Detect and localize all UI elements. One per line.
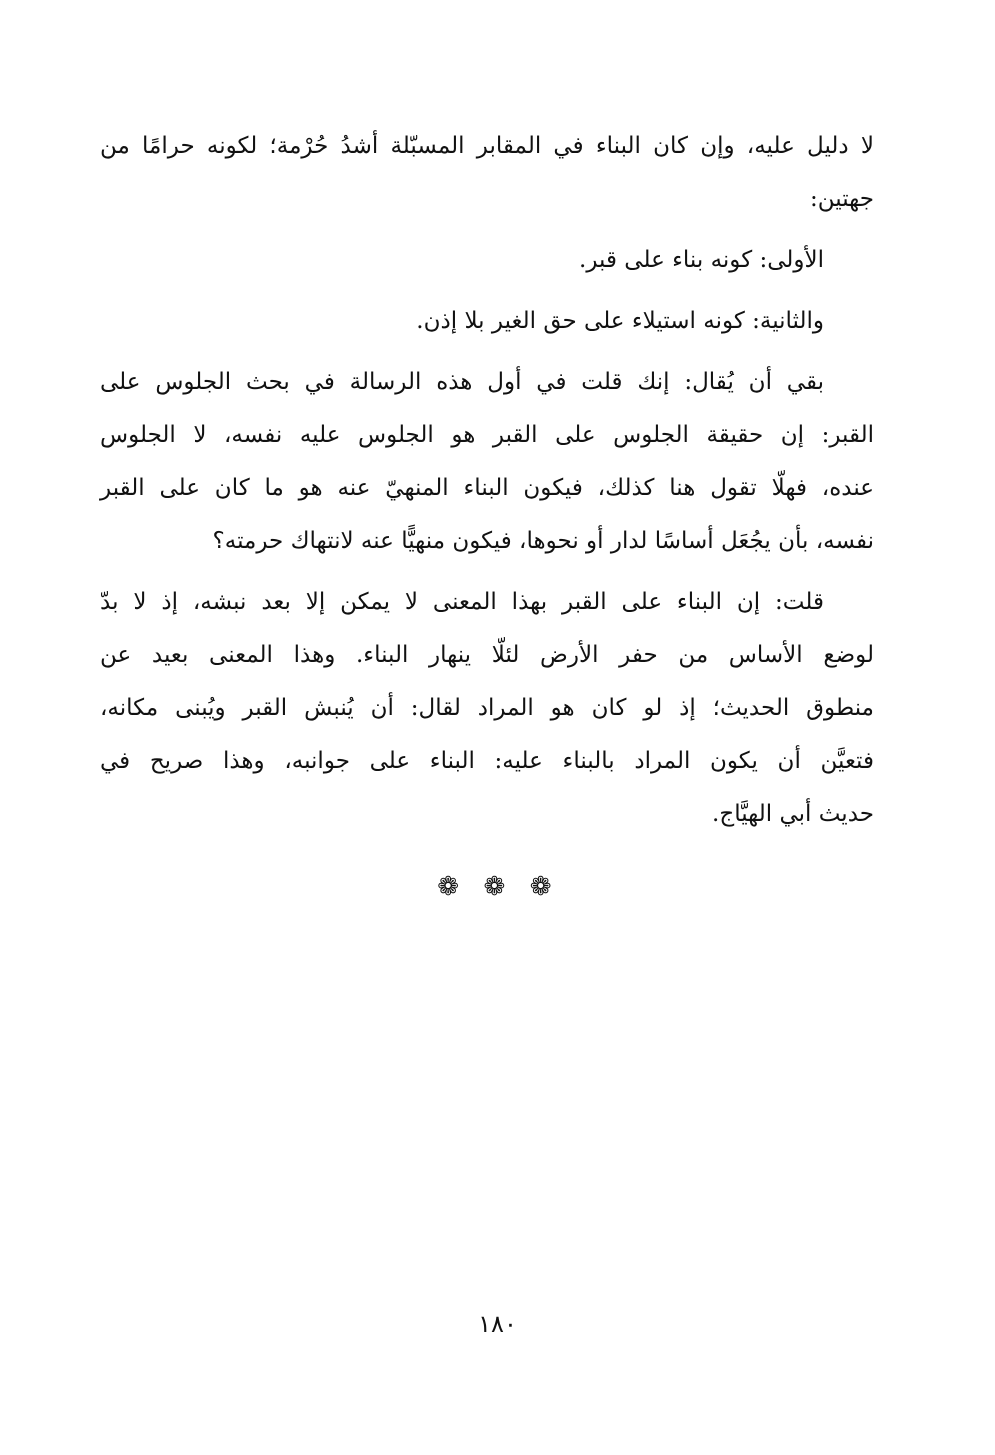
flower-ornament-icon: ❁ <box>529 872 562 902</box>
text-line: لوضع الأساس من حفر الأرض لئلّا ينهار البناء. وهذا المعنى بعيد عن <box>100 642 874 668</box>
paragraph-3 <box>100 295 874 348</box>
text-line: فتعيَّن أن يكون المراد بالبناء عليه: البناء على جوانبه، وهذا صريح في <box>100 748 874 774</box>
flower-ornament-icon: ❁ <box>483 872 516 902</box>
text-line: لا دليل عليه، وإن كان البناء في المقابر المسبّلة أشدُ حُرْمة؛ لكونه حرامًا من <box>100 133 874 159</box>
paragraph-5 <box>100 576 874 841</box>
text-line: منطوق الحديث؛ إذ لو كان هو المراد لقال: أن يُنبش القبر ويُبنى مكانه، <box>100 695 874 721</box>
body-text <box>100 120 874 841</box>
paragraph-1 <box>100 120 874 226</box>
text-line: والثانية: كونه استيلاء على حق الغير بلا إذن. <box>416 308 824 334</box>
paragraph-4 <box>100 356 874 568</box>
page-number: ١٨٠ <box>478 1310 517 1338</box>
section-divider <box>0 872 995 902</box>
paragraph-2 <box>100 234 874 287</box>
text-line: القبر: إن حقيقة الجلوس على القبر هو الجلوس عليه نفسه، لا الجلوس <box>100 422 874 448</box>
flower-ornament-icon: ❁ <box>437 872 470 902</box>
text-line: جهتين: <box>810 186 874 212</box>
text-line: قلت: إن البناء على القبر بهذا المعنى لا يمكن إلا بعد نبشه، إذ لا بدّ <box>100 589 824 615</box>
text-line: حديث أبي الهيَّاج. <box>712 801 874 827</box>
text-line: الأولى: كونه بناء على قبر. <box>579 247 824 273</box>
text-line: نفسه، بأن يجُعَل أساسًا لدار أو نحوها، فيكون منهيًّا عنه لانتهاك حرمته؟ <box>212 528 874 554</box>
text-line: عنده، فهلّا تقول هنا كذلك، فيكون البناء المنهيّ عنه هو ما كان على القبر <box>100 475 874 501</box>
text-line: بقي أن يُقال: إنك قلت في أول هذه الرسالة في بحث الجلوس على <box>100 369 824 395</box>
